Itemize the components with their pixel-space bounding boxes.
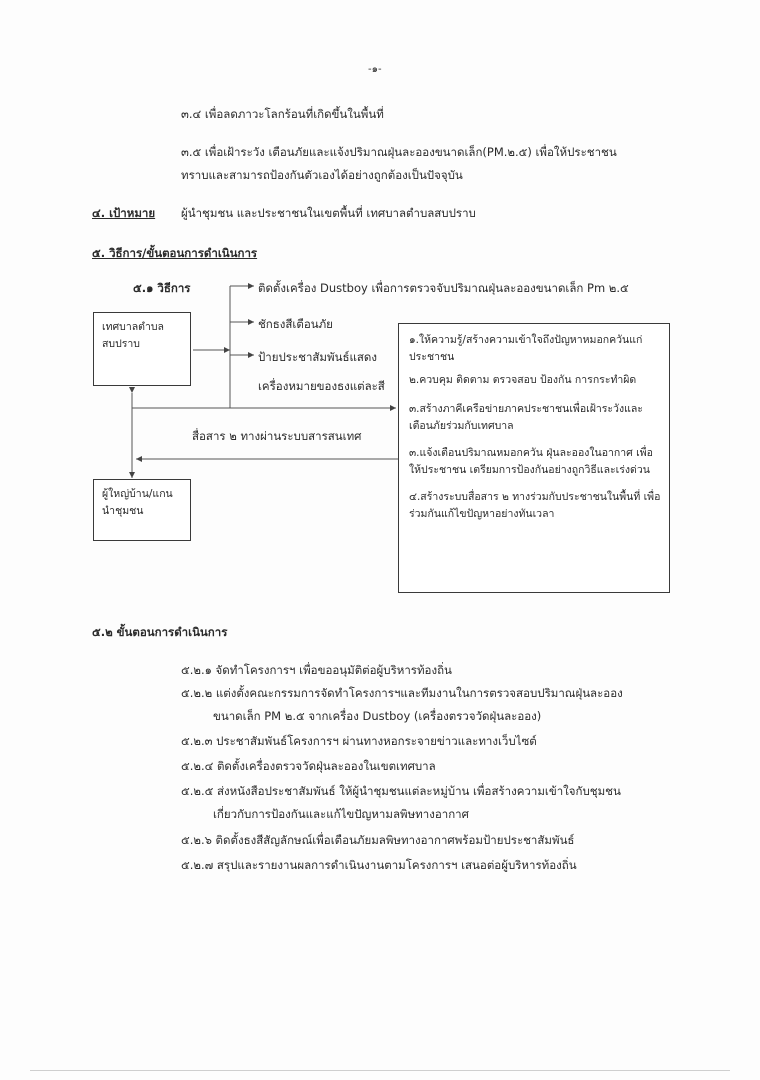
objective-3-5: ๓.๕ เพื่อเฝ้าระวัง เตือนภัยและแจ้งปริมาณฝุ่นละอองขนาดเล็ก(PM.๒.๕) เพื่อให้ประชาชน: [181, 145, 617, 159]
step-item: ๕.๒.๕ ส่งหนังสือประชาสัมพันธ์ ให้ผู้นำชุมชนแต่ละหมู่บ้าน เพื่อสร้างความเข้าใจกับชุมชน: [181, 784, 621, 798]
target-text: ผู้นำชุมชน และประชาชนในเขตพื้นที่ เทศบาลตำบลสบปราบ: [181, 206, 476, 220]
step-item: ๕.๒.๓ ประชาสัมพันธ์โครงการฯ ผ่านทางหอกระจายข่าวและทางเว็บไซต์: [181, 734, 537, 748]
page-number: -๑-: [368, 64, 382, 75]
objective-3-5-cont: ทราบและสามารถป้องกันตัวเองได้อย่างถูกต้องเป็นปัจจุบัน: [181, 168, 463, 182]
community-leader-label: ผู้ใหญ่บ้าน/แกน นำชุมชน: [102, 488, 173, 517]
action-flag: ชักธงสีเตือนภัย: [258, 317, 333, 331]
action-sign-cont: เครื่องหมายของธงแต่ละสี: [258, 379, 385, 393]
community-leader-box: [93, 479, 191, 541]
steps-heading: ๕.๒ ขั้นตอนการดำเนินการ: [92, 625, 228, 639]
action-dustboy: ติดตั้งเครื่อง Dustboy เพื่อการตรวจจับปริมาณฝุ่นละอองขนาดเล็ก Pm ๒.๕: [258, 281, 629, 295]
municipality-box: [93, 312, 191, 386]
outcome-item: ๓.สร้างภาคีเครือข่ายภาคประชาชนเพื่อเฝ้าระวังและเตือนภัยร่วมกับเทศบาล: [409, 403, 643, 432]
bottom-divider: [30, 1070, 730, 1071]
municipality-label: เทศบาลตำบล สบปราบ: [102, 321, 164, 350]
step-item-cont: ขนาดเล็ก PM ๒.๕ จากเครื่อง Dustboy (เครื่องตรวจวัดฝุ่นละออง): [213, 709, 542, 723]
communication-label: สื่อสาร ๒ ทางผ่านระบบสารสนเทศ: [192, 429, 362, 443]
outcome-item: ๔.สร้างระบบสื่อสาร ๒ ทางร่วมกับประชาชนในพื้นที่ เพื่อร่วมกันแก้ไขปัญหาอย่างทันเวลา: [409, 491, 661, 520]
objective-3-4: ๓.๔ เพื่อลดภาวะโลกร้อนที่เกิดขึ้นในพื้นที่: [181, 107, 384, 121]
target-heading: ๔. เป้าหมาย: [92, 206, 156, 220]
method-subheading: ๕.๑ วิธีการ: [133, 281, 191, 295]
step-item: ๕.๒.๑ จัดทำโครงการฯ เพื่อขออนุมัติต่อผู้บริหารท้องถิ่น: [181, 663, 452, 677]
outcomes-box: [398, 323, 670, 593]
step-item: ๕.๒.๖ ติดตั้งธงสีสัญลักษณ์เพื่อเตือนภัยมลพิษทางอากาศพร้อมป้ายประชาสัมพันธ์: [181, 833, 575, 847]
step-item: ๕.๒.๔ ติดตั้งเครื่องตรวจวัดฝุ่นละอองในเขตเทศบาล: [181, 759, 436, 773]
outcome-item: ๓.แจ้งเตือนปริมาณหมอกควัน ฝุ่นละอองในอากาศ เพื่อให้ประชาชน เตรียมการป้องกันอย่างถูกวิธีและเร่งด่วน: [409, 447, 653, 476]
outcome-item: ๑.ให้ความรู้/สร้างความเข้าใจถึงปัญหาหมอกควันแก่ประชาชน: [409, 334, 643, 363]
step-item-cont: เกี่ยวกับการป้องกันและแก้ไขปัญหามลพิษทางอากาศ: [213, 807, 469, 821]
action-sign: ป้ายประชาสัมพันธ์แสดง: [258, 350, 377, 364]
methods-heading: ๕. วิธีการ/ขั้นตอนการดำเนินการ: [92, 246, 258, 260]
outcome-item: ๒.ควบคุม ติดตาม ตรวจสอบ ป้องกัน การกระทำผิด: [409, 374, 637, 386]
step-item: ๕.๒.๒ แต่งตั้งคณะกรรมการจัดทำโครงการฯและทีมงานในการตรวจสอบปริมาณฝุ่นละออง: [181, 686, 623, 700]
step-item: ๕.๒.๗ สรุปและรายงานผลการดำเนินงานตามโครงการฯ เสนอต่อผู้บริหารท้องถิ่น: [181, 858, 577, 872]
